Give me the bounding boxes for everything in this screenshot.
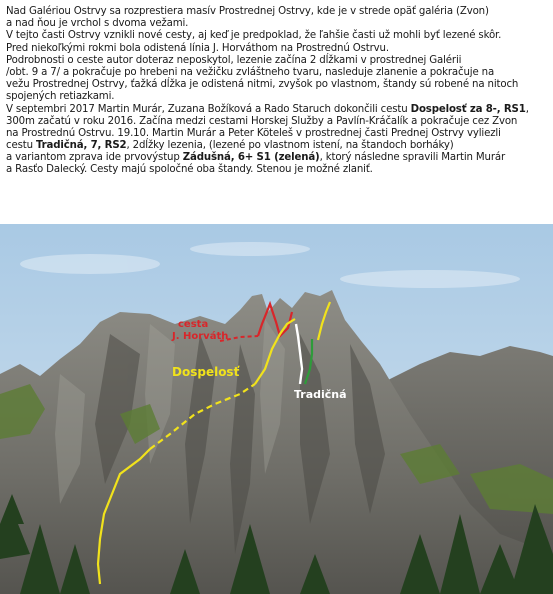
text-run: , 2dĺžky lezenia, (lezené po vlastnom istení, na štandoch borháky) [126, 140, 454, 152]
route-name-dospelost: Dospelosť za 8-, RS1 [410, 103, 526, 115]
text-run: , ktorý následne spravili Martin Murár [319, 152, 506, 164]
label-tradicna: Tradičná [294, 388, 347, 401]
text-line [6, 152, 550, 164]
text-line: Podrobnosti o ceste autor doteraz neposkytol, lezenie začína 2 dĺžkami v prostrednej Galérii [6, 54, 462, 66]
text-run: , [525, 103, 529, 115]
label-dospelost: Dospelosť [172, 365, 240, 379]
text-line: a nad ňou je vrchol s dvoma vežami. [6, 18, 189, 30]
text-line: na Prostrednú Ostrvu. 19.10. Martin Murár a Peter Köteleš v prostrednej časti Prednej Ostrvy vyliezli [6, 127, 501, 139]
text-line: /obt. 9 a 7/ a pokračuje po hrebeni na vežičku zvláštneho tvaru, nasleduje zlanenie a pokračuje na [6, 66, 495, 78]
mountain-photo [0, 224, 553, 594]
label-horvath-2: J. Horváth [172, 331, 229, 342]
text-line [6, 104, 550, 116]
text-line [6, 140, 550, 152]
route-name-tradicna: Tradičná, 7, RS2 [35, 140, 127, 152]
mountain-illustration [0, 224, 553, 594]
text-line: spojených retiazkami. [6, 91, 115, 103]
text-line: 300m začatú v roku 2016. Začína medzi cestami Horskej Služby a Pavlín-Kráčalík a pokračuje cez Zvon [6, 115, 518, 127]
article-text [6, 6, 550, 177]
text-line: Nad Galériou Ostrvy sa rozprestiera masív Prostrednej Ostrvy, kde je v strede opäť galéria (Zvon) [6, 6, 489, 17]
text-line: Pred niekoľkými rokmi bola odistená línia J. Horváthom na Prostrednú Ostrvu. [6, 42, 389, 54]
text-run: cestu [6, 140, 36, 152]
text-line: vežu Prostrednej Ostrvy, ťažká dĺžka je odistená nitmi, zvyšok po vlastnom, štandy sú robené na nitoch [6, 79, 519, 91]
text-line: a Rasťo Dalecký. Cesty majú spoločné oba štandy. Stenou je možné zlaniť. [6, 164, 373, 176]
route-name-zadusna: Zádušná, 6+ S1 (zelená) [182, 152, 320, 164]
text-run: V septembri 2017 Martin Murár, Zuzana Božíková a Rado Staruch dokončili cestu [6, 103, 411, 115]
text-line: V tejto časti Ostrvy vznikli nové cesty, aj keď je predpoklad, že ľahšie časti už mohli byť lezené skôr. [6, 30, 502, 42]
label-horvath-1: cesta [178, 319, 209, 330]
text-run: a variantom zprava ide prvovýstup [6, 152, 183, 164]
